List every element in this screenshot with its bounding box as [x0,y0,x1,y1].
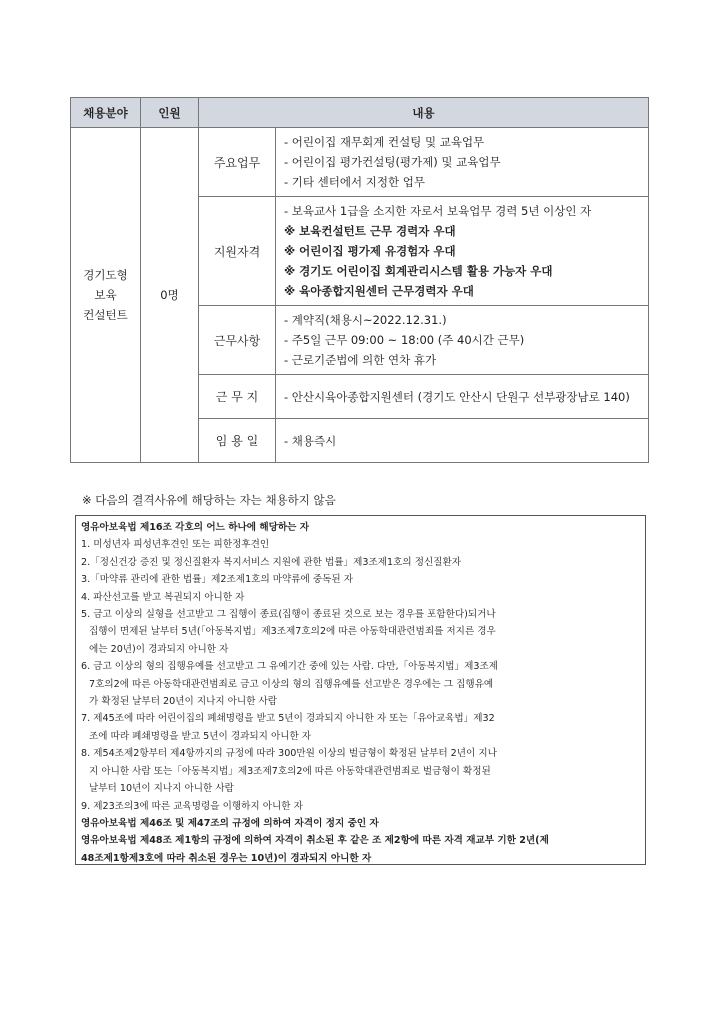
notice-line: 영유아보육법 제46조 및 제47조의 규정에 의하여 자격이 정지 중인 자 [81,817,379,829]
content-line: ※ 경기도 어린이집 회계관리시스템 활용 가능자 우대 [284,264,553,278]
field-line: 보육 [94,288,117,302]
row-label: 주요업무 [199,128,276,197]
content-line: ※ 육아종합지원센터 근무경력자 우대 [284,284,474,298]
row-content [276,197,649,306]
field-line: 컨설턴트 [83,308,128,322]
notice-line: 7호의2에 따른 아동학대관련범죄로 금고 이상의 형의 집행유예를 선고받은 경우에는 그 집행유예 [89,678,494,690]
table-row [71,128,649,197]
notice-line: 2.「정신건강 증진 및 정신질환자 복지서비스 지원에 관한 법률」제3조제1호의 정신질환자 [81,556,462,568]
content-line: - 근로기준법에 의한 연차 휴가 [284,353,437,367]
content-line: - 주5일 근무 09:00 ~ 18:00 (주 40시간 근무) [284,333,525,347]
content-line: - 어린이집 재무회계 컨설팅 및 교육업무 [284,135,485,149]
field-cell [71,128,141,463]
row-content [276,419,649,463]
notice-line: 8. 제54조제2항부터 제4항까지의 규정에 따라 300만원 이상의 벌금형이 확정된 날부터 2년이 지나 [81,748,497,760]
disqualification-notice-title: ※ 다음의 결격사유에 해당하는 자는 채용하지 않음 [82,493,336,507]
content-line: - 기타 센터에서 지정한 업무 [284,175,425,189]
notice-line: 4. 파산선고를 받고 복권되지 아니한 자 [81,591,245,603]
notice-line: 지 아니한 사람 또는「아동복지법」제3조제7호의2에 따른 아동학대관련범죄로 벌금형이 확정된 [89,765,491,777]
row-content [276,306,649,375]
notice-line: 48조제1항제3호에 따라 취소된 경우는 10년)이 경과되지 아니한 자 [81,852,372,864]
header-field: 채용분야 [71,98,141,128]
content-line: - 계약직(채용시~2022.12.31.) [284,313,447,327]
content-line: - 보육교사 1급을 소지한 자로서 보육업무 경력 5년 이상인 자 [284,204,592,218]
table-header-row [71,98,649,128]
header-content: 내용 [199,98,649,128]
notice-line: 영유아보육법 제16조 각호의 어느 하나에 해당하는 자 [81,522,310,533]
content-line: - 어린이집 평가컨설팅(평가제) 및 교육업무 [284,155,501,169]
notice-line: 영유아보육법 제48조 제1항의 규정에 의하여 자격이 취소된 후 같은 조 제2항에 따른 자격 재교부 기한 2년(제 [81,835,549,847]
row-label: 지원자격 [199,197,276,306]
notice-line: 6. 금고 이상의 형의 집행유예를 선고받고 그 유예기간 중에 있는 사람. 다만,「아동복지법」제3조제 [81,661,498,673]
content-line: ※ 보육컨설턴트 근무 경력자 우대 [284,224,456,238]
row-label: 임 용 일 [199,419,276,463]
content-line: - 안산시육아종합지원센터 (경기도 안산시 단원구 선부광장남로 140) [284,389,630,404]
notice-line: 가 확정된 날부터 20년이 지나지 아니한 사람 [89,696,278,708]
notice-line: 9. 제23조의3에 따른 교육명령을 이행하지 아니한 자 [81,800,303,812]
content-line: ※ 어린이집 평가제 유경험자 우대 [284,244,456,258]
notice-line: 7. 제45조에 따라 어린이집의 폐쇄명령을 받고 5년이 경과되지 아니한 자 또는「유아교육법」제32 [81,713,495,725]
notice-line: 집행이 면제된 날부터 5년(「아동복지법」제3조제7호의2에 따른 아동학대관련범죄를 저지른 경우 [89,626,496,638]
notice-line: 5. 금고 이상의 실형을 선고받고 그 집행이 종료(집행이 종료된 것으로 보는 경우를 포함한다)되거나 [81,609,496,621]
row-label: 근 무 지 [199,375,276,419]
field-line: 경기도형 [83,268,128,282]
recruitment-table [70,97,649,463]
notice-line: 3.「마약류 관리에 관한 법률」제2조제1호의 마약류에 중독된 자 [81,574,353,586]
notice-line: 조에 따라 폐쇄명령을 받고 5년이 경과되지 아니한 자 [89,730,312,742]
row-content [276,128,649,197]
notice-line: 에는 20년)이 경과되지 아니한 자 [89,643,229,655]
disqualification-box [75,515,646,865]
row-content [276,375,649,419]
content-line: - 채용즉시 [284,433,337,448]
header-count: 인원 [141,98,199,128]
row-label: 근무사항 [199,306,276,375]
notice-line: 1. 미성년자 피성년후견인 또는 피한정후견인 [81,539,270,551]
count-cell: 0명 [141,128,199,463]
notice-line: 날부터 10년이 지나지 아니한 사람 [89,783,234,795]
